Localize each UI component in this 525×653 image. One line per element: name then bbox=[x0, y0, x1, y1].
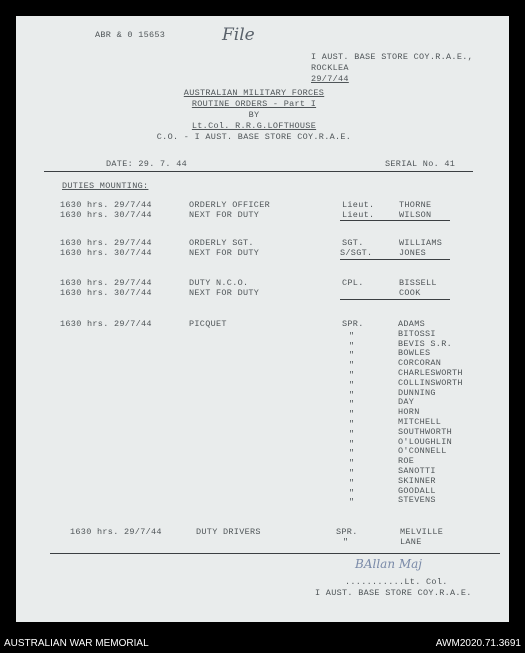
duty-name: BISSELL bbox=[399, 278, 437, 288]
driver-name: MELVILLE bbox=[400, 527, 444, 537]
ditto-mark: " bbox=[349, 389, 355, 400]
signature-rank: ...........Lt. Col. bbox=[345, 577, 448, 587]
picquet-name: BEVIS S.R. bbox=[398, 338, 453, 349]
picquet-name: SOUTHWORTH bbox=[398, 426, 453, 437]
serial-number: SERIAL No. 41 bbox=[385, 159, 456, 169]
duty-time: 1630 hrs. 30/7/44 bbox=[60, 210, 152, 220]
duty-time: 1630 hrs. 29/7/44 bbox=[60, 200, 152, 210]
title-line-1: AUSTRALIAN MILITARY FORCES bbox=[183, 88, 325, 98]
title-line-4: Lt.Col. R.R.G.LOFTHOUSE bbox=[191, 121, 317, 131]
ditto-mark: " bbox=[349, 487, 355, 498]
picquet-name: CORCORAN bbox=[398, 358, 442, 369]
ditto-mark: " bbox=[349, 428, 355, 439]
duty-type: NEXT FOR DUTY bbox=[189, 288, 260, 298]
divider-bottom bbox=[50, 553, 500, 554]
picquet-name: O'LOUGHLIN bbox=[398, 436, 453, 447]
file-annotation: File bbox=[222, 25, 255, 45]
unit-address: I AUST. BASE STORE COY.R.A.E., bbox=[311, 52, 474, 62]
picquet-duty: PICQUET bbox=[189, 319, 227, 329]
picquet-name: ROE bbox=[398, 456, 415, 467]
header-date: 29/7/44 bbox=[311, 74, 349, 84]
underline bbox=[340, 220, 450, 221]
picquet-time: 1630 hrs. 29/7/44 bbox=[60, 319, 152, 329]
duty-type: NEXT FOR DUTY bbox=[189, 210, 260, 220]
underline bbox=[340, 259, 450, 260]
duty-type: NEXT FOR DUTY bbox=[189, 248, 260, 258]
picquet-rank: SPR. bbox=[342, 319, 364, 329]
ditto-mark: " bbox=[349, 330, 355, 341]
reference-number: ABR & 0 15653 bbox=[95, 30, 166, 40]
title-line-3: BY bbox=[248, 110, 260, 120]
ditto-mark: " bbox=[349, 370, 355, 380]
duty-name: COOK bbox=[399, 288, 421, 298]
picquet-name: BITOSSI bbox=[398, 328, 436, 339]
ditto-mark: " bbox=[349, 419, 355, 429]
order-date: DATE: 29. 7. 44 bbox=[106, 159, 188, 169]
drivers-ditto: " bbox=[343, 537, 349, 547]
duty-rank: SGT. bbox=[342, 238, 364, 248]
ditto-mark: " bbox=[349, 438, 355, 449]
picquet-name: O'CONNELL bbox=[398, 446, 447, 457]
duty-type: DUTY N.C.O. bbox=[189, 278, 249, 288]
duty-type: ORDERLY SGT. bbox=[189, 238, 254, 248]
duty-rank: CPL. bbox=[342, 278, 364, 288]
driver-name: LANE bbox=[400, 537, 422, 547]
handwritten-signature: BAllan Maj bbox=[355, 557, 423, 571]
duty-rank: S/SGT. bbox=[340, 248, 373, 258]
duty-rank: Lieut. bbox=[342, 200, 375, 210]
ditto-mark: " bbox=[349, 458, 355, 469]
picquet-name: GOODALL bbox=[398, 485, 436, 496]
ditto-mark: " bbox=[349, 497, 355, 508]
picquet-name: HORN bbox=[398, 407, 420, 418]
duty-time: 1630 hrs. 30/7/44 bbox=[60, 248, 152, 258]
duty-time: 1630 hrs. 29/7/44 bbox=[60, 238, 152, 248]
picquet-name: MITCHELL bbox=[398, 417, 442, 427]
picquet-name: BOWLES bbox=[398, 348, 431, 359]
duty-type: ORDERLY OFFICER bbox=[189, 200, 271, 210]
ditto-mark: " bbox=[349, 399, 355, 410]
drivers-duty: DUTY DRIVERS bbox=[196, 527, 261, 537]
duty-name: JONES bbox=[399, 248, 427, 258]
picquet-name: DUNNING bbox=[398, 387, 436, 398]
section-heading: DUTIES MOUNTING: bbox=[62, 181, 149, 191]
ditto-mark: " bbox=[349, 350, 355, 361]
ditto-mark: " bbox=[349, 379, 355, 390]
title-line-5: C.O. - I AUST. BASE STORE COY.R.A.E. bbox=[156, 132, 352, 142]
picquet-name: ADAMS bbox=[398, 319, 426, 329]
duty-name: WILSON bbox=[399, 210, 432, 220]
picquet-name: DAY bbox=[398, 397, 415, 408]
ditto-mark: " bbox=[349, 468, 355, 478]
picquet-name: STEVENS bbox=[398, 495, 436, 506]
ditto-mark: " bbox=[349, 448, 355, 459]
duty-time: 1630 hrs. 30/7/44 bbox=[60, 288, 152, 298]
picquet-name: SKINNER bbox=[398, 475, 436, 486]
signature-unit: I AUST. BASE STORE COY.R.A.E. bbox=[315, 588, 472, 598]
picquet-name: SANOTTI bbox=[398, 466, 436, 476]
title-line-2: ROUTINE ORDERS - Part I bbox=[191, 99, 317, 109]
picquet-name: CHARLESWORTH bbox=[398, 368, 463, 378]
ditto-mark: " bbox=[349, 477, 355, 488]
duty-time: 1630 hrs. 29/7/44 bbox=[60, 278, 152, 288]
ditto-mark: " bbox=[349, 360, 355, 371]
picquet-name: COLLINSWORTH bbox=[398, 377, 463, 388]
footer-source: AUSTRALIAN WAR MEMORIAL bbox=[4, 638, 149, 649]
place: ROCKLEA bbox=[311, 63, 349, 73]
ditto-mark: " bbox=[349, 340, 355, 351]
footer-accession: AWM2020.71.3691 bbox=[435, 638, 521, 649]
duty-name: WILLIAMS bbox=[399, 238, 443, 248]
ditto-mark: " bbox=[349, 409, 355, 420]
duty-name: THORNE bbox=[399, 200, 432, 210]
divider-top bbox=[44, 171, 473, 172]
duty-rank: Lieut. bbox=[342, 210, 375, 220]
drivers-time: 1630 hrs. 29/7/44 bbox=[70, 527, 162, 537]
drivers-rank: SPR. bbox=[336, 527, 358, 537]
underline bbox=[340, 299, 450, 300]
